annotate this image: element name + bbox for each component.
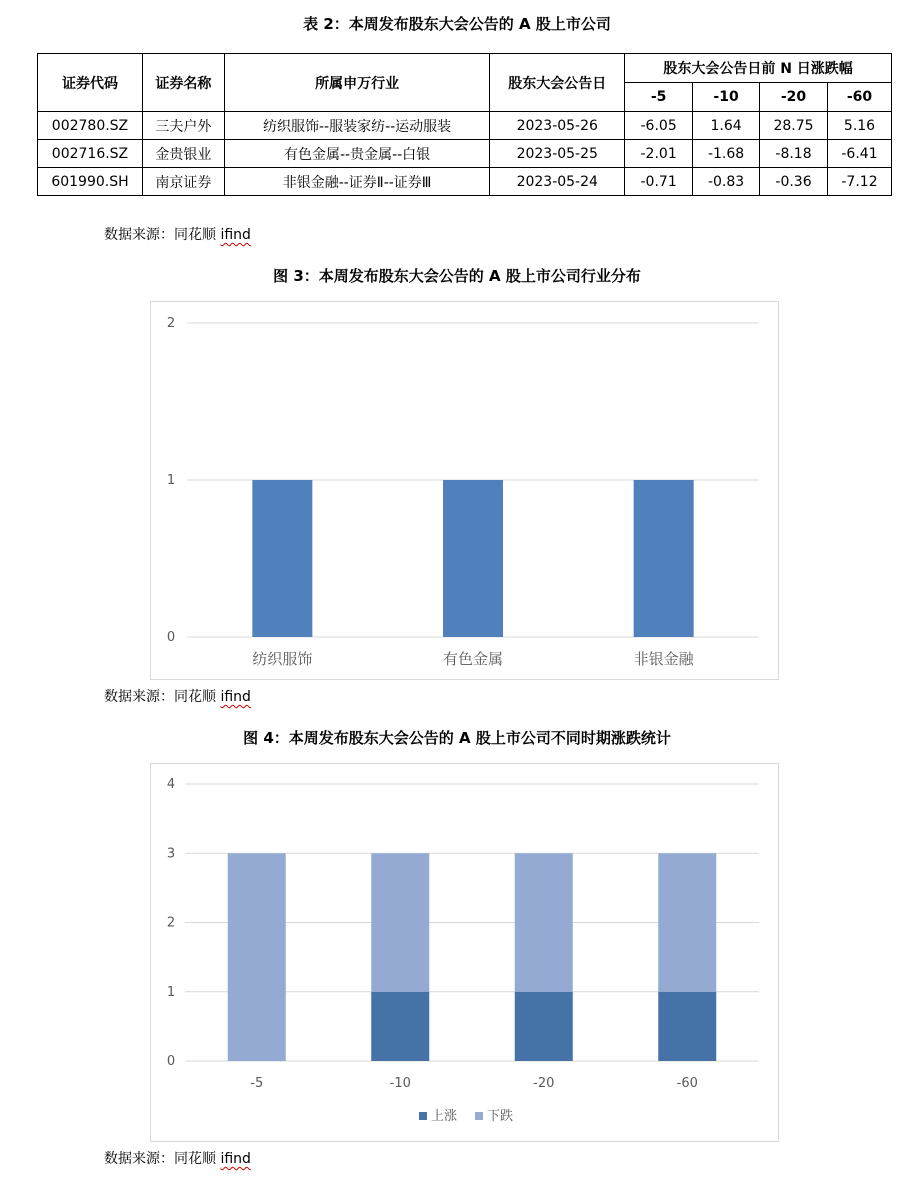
- table-row: [38, 112, 892, 140]
- y-tick-label: 0: [166, 630, 176, 645]
- data-source-note: [104, 1148, 251, 1168]
- cell-n60: 5.16: [827, 112, 891, 140]
- cell-industry: 非银金融--证券Ⅱ--证券Ⅲ: [224, 168, 490, 196]
- y-tick-label: 2: [166, 915, 176, 931]
- header-code: 证券代码: [38, 54, 143, 112]
- y-tick-label: 2: [166, 316, 176, 331]
- x-tick-label: -5: [250, 1076, 264, 1091]
- cell-n60: -6.41: [827, 140, 891, 168]
- legend-label: 上涨: [431, 1109, 458, 1124]
- bar-fall: [228, 853, 286, 1061]
- figure3-chart-frame: [150, 301, 779, 680]
- header-name: 证券名称: [142, 54, 224, 112]
- cell-date: 2023-05-26: [490, 112, 625, 140]
- source-prefix: 数据来源：同花顺: [104, 227, 221, 243]
- table-row: [38, 168, 892, 196]
- y-tick-label: 4: [166, 777, 176, 792]
- source-prefix: 数据来源：同花顺: [104, 689, 221, 705]
- data-source-note: [104, 224, 251, 244]
- x-tick-label: 纺织服饰: [252, 650, 313, 668]
- cell-code: 002716.SZ: [38, 140, 143, 168]
- cell-name: 金贵银业: [142, 140, 224, 168]
- legend-swatch: [419, 1112, 427, 1120]
- table-caption: 表 2：本周发布股东大会公告的 A 股上市公司: [303, 15, 611, 33]
- cell-code: 002780.SZ: [38, 112, 143, 140]
- source-brand: ifind: [220, 1151, 251, 1167]
- cell-industry: 有色金属--贵金属--白银: [224, 140, 490, 168]
- cell-industry: 纺织服饰--服装家纺--运动服装: [224, 112, 490, 140]
- bar-fall: [371, 853, 429, 992]
- x-tick-label: 非银金融: [633, 650, 694, 668]
- cell-n5: -2.01: [625, 140, 693, 168]
- bar: [252, 480, 312, 637]
- source-prefix: 数据来源：同花顺: [104, 1151, 221, 1167]
- cell-n10: 1.64: [693, 112, 760, 140]
- x-tick-label: -20: [533, 1076, 555, 1091]
- header-change-group: 股东大会公告日前 N 日涨跌幅: [625, 54, 892, 83]
- bar-rise: [371, 992, 429, 1061]
- cell-date: 2023-05-25: [490, 140, 625, 168]
- cell-n20: 28.75: [760, 112, 828, 140]
- cell-n20: -0.36: [760, 168, 828, 196]
- cell-name: 三夫户外: [142, 112, 224, 140]
- header-industry: 所属申万行业: [224, 54, 490, 112]
- bar: [634, 480, 694, 637]
- figure4-chart-frame: [150, 763, 779, 1142]
- y-tick-label: 1: [166, 473, 176, 488]
- header-n20: -20: [760, 83, 828, 112]
- cell-date: 2023-05-24: [490, 168, 625, 196]
- legend-swatch: [475, 1112, 483, 1120]
- bar-rise: [515, 992, 573, 1061]
- header-n10: -10: [693, 83, 760, 112]
- header-n60: -60: [827, 83, 891, 112]
- y-tick-label: 3: [166, 846, 176, 862]
- legend-label: 下跌: [487, 1109, 514, 1124]
- y-tick-label: 1: [166, 984, 176, 1000]
- y-tick-label: 0: [166, 1054, 176, 1069]
- x-tick-label: -60: [676, 1076, 698, 1091]
- cell-name: 南京证券: [142, 168, 224, 196]
- header-n5: -5: [625, 83, 693, 112]
- bar: [443, 480, 503, 637]
- cell-code: 601990.SH: [38, 168, 143, 196]
- cell-n5: -6.05: [625, 112, 693, 140]
- bar-fall: [658, 853, 716, 992]
- figure4-caption: 图 4：本周发布股东大会公告的 A 股上市公司不同时期涨跌统计: [243, 729, 671, 747]
- cell-n10: -1.68: [693, 140, 760, 168]
- header-date: 股东大会公告日: [490, 54, 625, 112]
- bar-rise: [658, 992, 716, 1061]
- bar-fall: [515, 853, 573, 992]
- figure3-caption: 图 3：本周发布股东大会公告的 A 股上市公司行业分布: [273, 267, 641, 285]
- industry-distribution-chart: [151, 302, 778, 679]
- source-brand: ifind: [220, 227, 251, 243]
- period-change-chart: [151, 764, 778, 1141]
- x-tick-label: -10: [389, 1076, 411, 1091]
- data-source-note: [104, 686, 251, 706]
- cell-n60: -7.12: [827, 168, 891, 196]
- cell-n20: -8.18: [760, 140, 828, 168]
- shareholder-meeting-table: [37, 53, 892, 196]
- table-row: [38, 140, 892, 168]
- cell-n5: -0.71: [625, 168, 693, 196]
- source-brand: ifind: [220, 689, 251, 705]
- cell-n10: -0.83: [693, 168, 760, 196]
- x-tick-label: 有色金属: [442, 650, 504, 668]
